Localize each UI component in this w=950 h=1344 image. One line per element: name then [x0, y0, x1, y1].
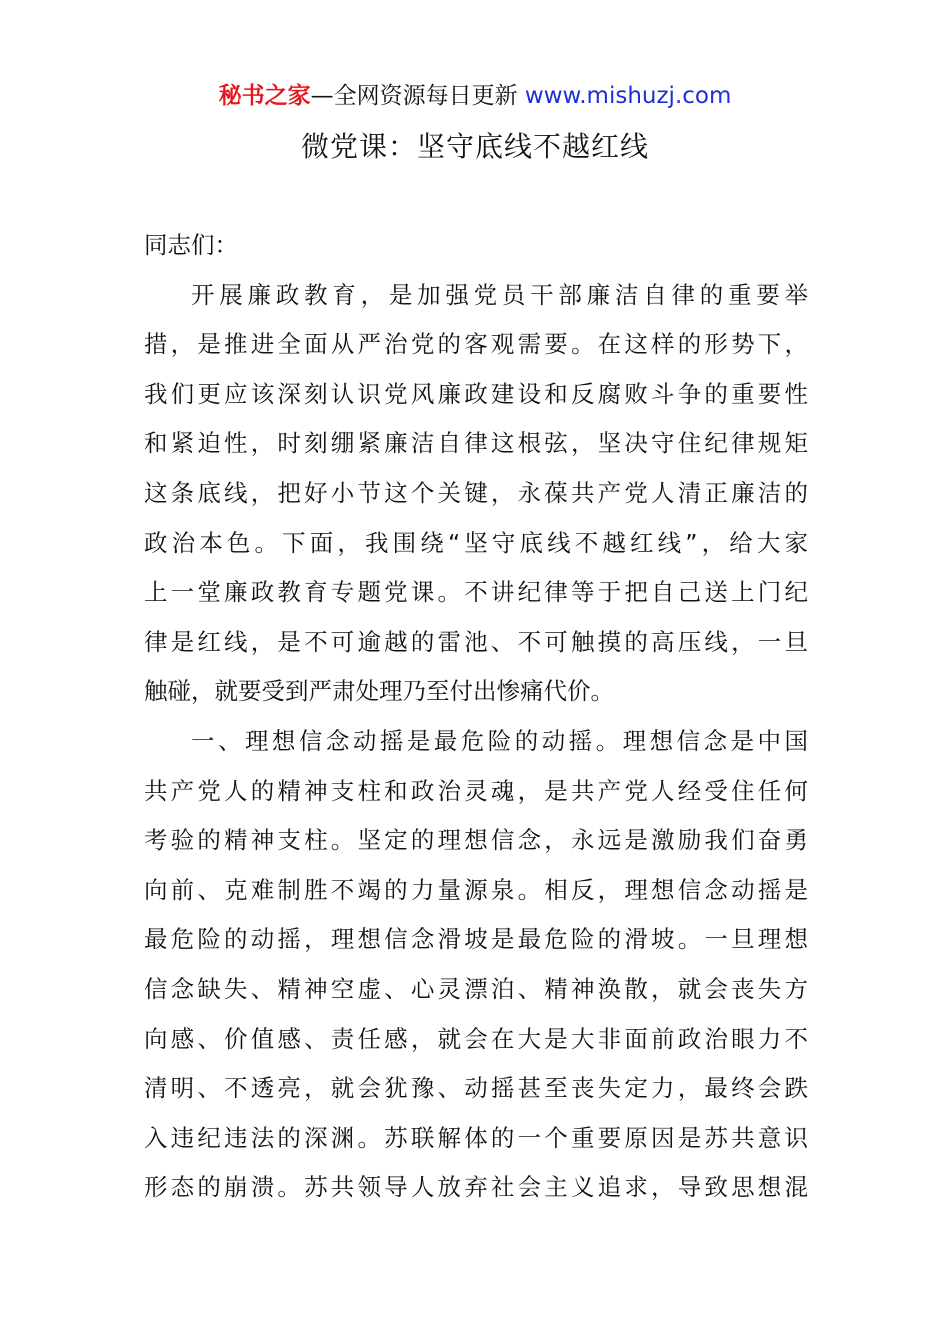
paragraph-line: 向前、克难制胜不竭的力量源泉。相反，理想信念动摇是 [144, 875, 808, 904]
paragraph-line: 入违纪违法的深渊。苏联解体的一个重要原因是苏共意识 [144, 1123, 808, 1152]
paragraph-line: 考验的精神支柱。坚定的理想信念，永远是激励我们奋勇 [144, 826, 808, 855]
paragraph-line: 这条底线，把好小节这个关键，永葆共产党人清正廉洁的 [144, 478, 808, 507]
paragraph-line: 措，是推进全面从严治党的客观需要。在这样的形势下， [144, 330, 808, 359]
paragraph-line: 触碰，就要受到严肃处理乃至付出惨痛代价。 [144, 677, 614, 706]
paragraph-line: 一、理想信念动摇是最危险的动摇。理想信念是中国 [191, 726, 808, 755]
paragraph-line: 信念缺失、精神空虚、心灵漂泊、精神涣散，就会丧失方 [144, 974, 808, 1003]
document-body [144, 221, 808, 1213]
paragraph-line: 开展廉政教育，是加强党员干部廉洁自律的重要举 [191, 280, 808, 309]
paragraph-line: 向感、价值感、责任感，就会在大是大非面前政治眼力不 [144, 1024, 808, 1053]
paragraph-line: 上一堂廉政教育专题党课。不讲纪律等于把自己送上门纪 [144, 578, 808, 607]
site-header [0, 80, 950, 112]
paragraph-line: 和紧迫性，时刻绷紧廉洁自律这根弦，坚决守住纪律规矩 [144, 429, 808, 458]
paragraph-line: 共产党人的精神支柱和政治灵魂，是共产党人经受住任何 [144, 776, 808, 805]
paragraph-1 [144, 271, 808, 717]
paragraph-line: 形态的崩溃。苏共领导人放弃社会主义追求，导致思想混 [144, 1173, 808, 1202]
site-url-link[interactable]: www.mishuzj.com [524, 83, 732, 109]
brand-name: 秘书之家 [218, 83, 311, 109]
document-title: 微党课：坚守底线不越红线 [300, 130, 649, 163]
paragraph-2 [144, 717, 808, 1213]
paragraph-line: 最危险的动摇，理想信念滑坡是最危险的滑坡。一旦理想 [144, 925, 808, 954]
header-tagline: —全网资源每日更新 [310, 83, 525, 109]
paragraph-line: 清明、不透亮，就会犹豫、动摇甚至丧失定力，最终会跌 [144, 1074, 808, 1103]
greeting: 同志们： [144, 231, 238, 259]
paragraph-line: 律是红线，是不可逾越的雷池、不可触摸的高压线，一旦 [144, 627, 808, 656]
paragraph-line: 政治本色。下面，我围绕“坚守底线不越红线”，给大家 [144, 528, 808, 557]
paragraph-line: 我们更应该深刻认识党风廉政建设和反腐败斗争的重要性 [144, 379, 808, 408]
